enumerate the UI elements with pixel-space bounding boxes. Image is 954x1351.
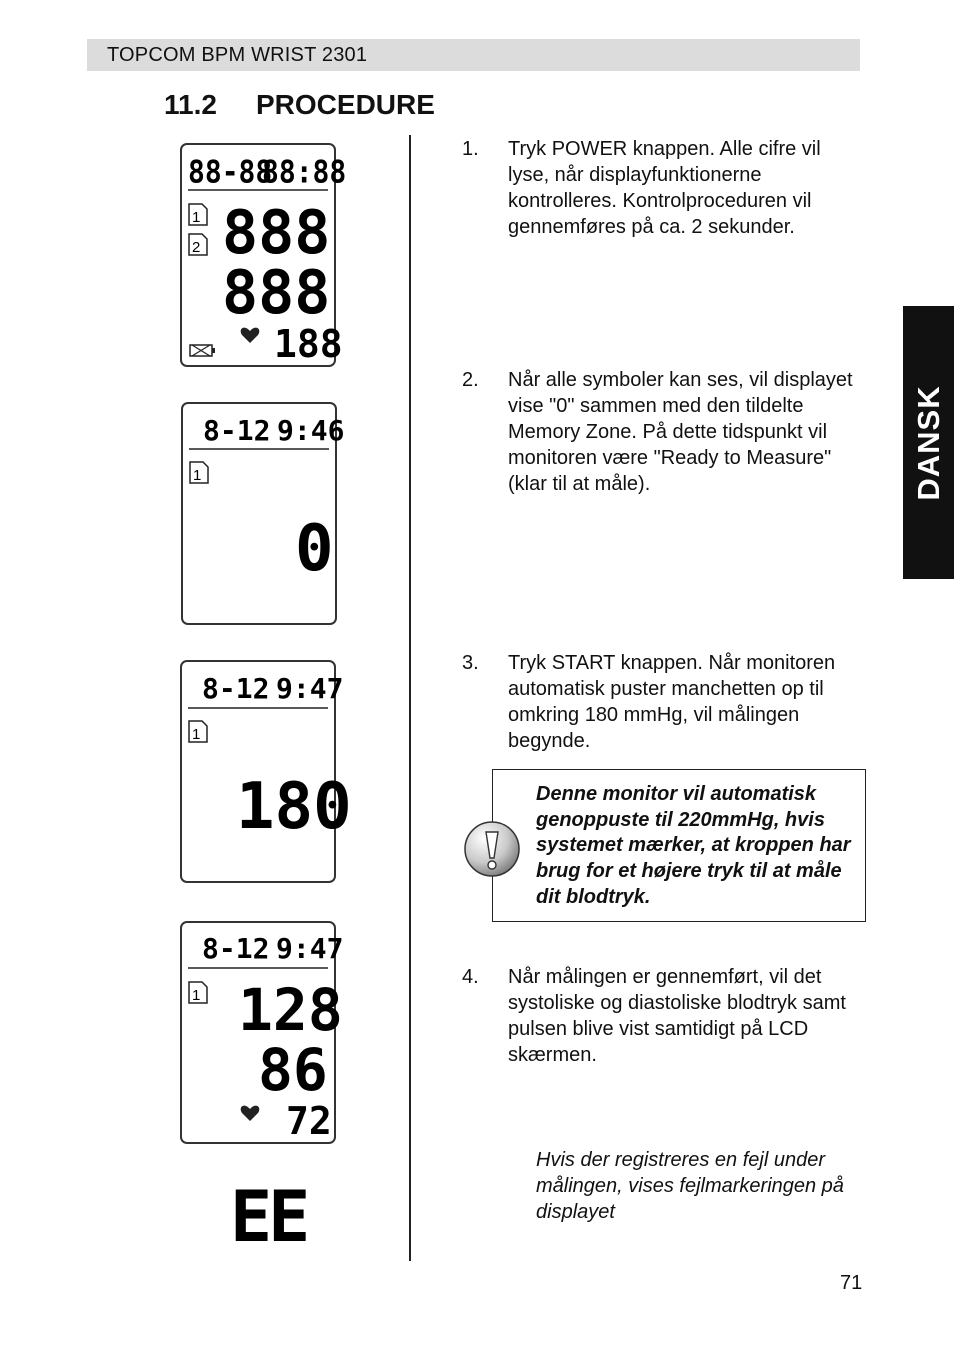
memory-icon (189, 721, 207, 743)
lcd-display-result (180, 921, 344, 1144)
page-number: 71 (840, 1272, 863, 1294)
header-title: TOPCOM BPM WRIST 2301 (107, 44, 368, 66)
lcd-pulse: 188 (274, 322, 343, 366)
section-number: 11.2 (164, 89, 217, 120)
step-text: Tryk START knappen. Når monitoren automatisk puster manchetten op til omkring 180 mmHg, vil målingen begynde. (508, 652, 836, 752)
error-code: EE (230, 1176, 307, 1258)
lcd-error-code (230, 1176, 310, 1258)
step-number: 3. (462, 652, 479, 674)
lcd-time: 9:46 (277, 414, 345, 447)
column-divider (409, 135, 411, 1261)
memory-icon (189, 234, 207, 256)
step-text: Når alle symboler kan ses, vil displayet vise "0" sammen med den tildelte Memory Zone. På dette tidspunkt vil monitoren være "Ready to Measure" (klar til at måle). (508, 369, 853, 495)
memory-zone: 1 (192, 726, 201, 743)
lcd-date: 8-12 (202, 672, 270, 705)
section-heading (164, 89, 435, 121)
lcd-systolic: 128 (238, 976, 343, 1044)
heart-icon (241, 328, 260, 343)
warning-icon (462, 818, 522, 880)
step-number: 1. (462, 138, 479, 160)
memory-zone-1: 1 (192, 209, 201, 226)
notice-box (492, 769, 866, 922)
memory-zone-2: 2 (192, 239, 201, 256)
step-text: Tryk POWER knappen. Alle cifre vil lyse, når displayfunktionerne kontrolleres. Kontrolproceduren vil gennemføres på ca. 2 sekunder. (508, 138, 821, 238)
language-tab-label: DANSK (910, 384, 946, 501)
memory-icon (190, 462, 208, 484)
lcd-display-all-segments (180, 143, 347, 367)
lcd-time: 88:88 (262, 154, 347, 190)
lcd-diastolic: 888 (222, 258, 331, 328)
notice-text: Denne monitor vil automatisk genoppuste til 220mmHg, hvis systemet mærker, at kroppen har brug for et højere tryk til at måle dit blodtryk. (536, 783, 851, 908)
battery-icon (190, 345, 215, 356)
lcd-display-inflating (180, 660, 352, 883)
memory-zone: 1 (193, 467, 202, 484)
step-number: 4. (462, 966, 479, 988)
lcd-date: 8-12 (203, 414, 271, 447)
memory-icon (189, 982, 207, 1004)
lcd-value: 180 (236, 770, 352, 844)
lcd-date: 8-12 (202, 932, 270, 965)
lcd-diastolic: 86 (258, 1036, 328, 1104)
lcd-time: 9:47 (276, 672, 344, 705)
section-title: PROCEDURE (256, 89, 435, 120)
step-text: Når målingen er gennemført, vil det systoliske og diastoliske blodtryk samt pulsen blive vist samtidigt på LCD skærmen. (508, 966, 846, 1066)
lcd-systolic: 888 (222, 198, 331, 268)
memory-icon (189, 204, 207, 226)
error-note: Hvis der registreres en fejl under målingen, vises fejlmarkeringen på displayet (536, 1149, 844, 1223)
step-number: 2. (462, 369, 479, 391)
lcd-value: 0 (295, 512, 334, 586)
lcd-date: 88-88 (188, 154, 273, 190)
running-header (87, 39, 860, 71)
memory-zone: 1 (192, 987, 201, 1004)
lcd-pulse: 72 (286, 1099, 332, 1143)
language-tab (903, 306, 954, 579)
lcd-display-ready (181, 402, 345, 625)
lcd-time: 9:47 (276, 932, 344, 965)
heart-icon (241, 1106, 260, 1121)
